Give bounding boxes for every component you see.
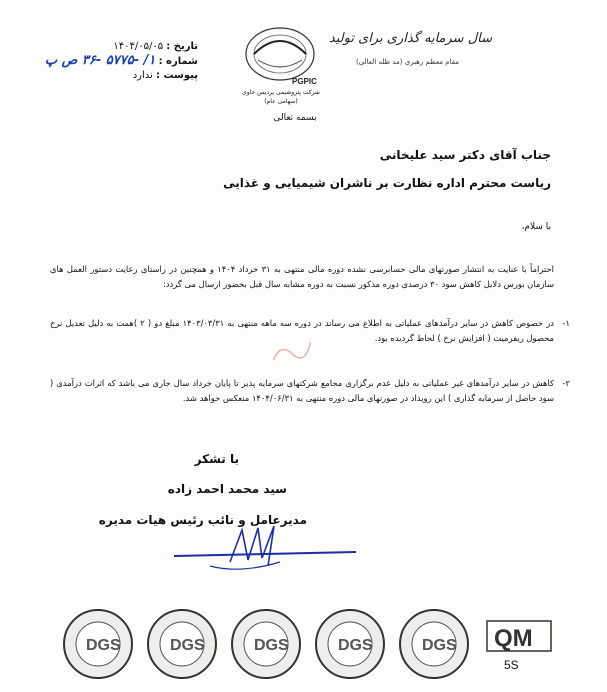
qm-label: QM	[494, 625, 533, 652]
number-label: شماره :	[158, 56, 198, 67]
cert-seal-1-icon	[64, 610, 132, 678]
signatory-title: مدیرعامل و نائب رئیس هیات مدیره	[98, 513, 307, 527]
greeting: با سلام،	[521, 222, 551, 232]
recipient-name: جناب آقای دکتر سید علیخانی	[379, 148, 551, 162]
svg-text:DGS: DGS	[422, 637, 457, 654]
attachment-row	[58, 69, 198, 83]
year-slogan: سال سرمایه گذاری برای تولید	[328, 31, 492, 46]
attachment-label: پیوست :	[155, 70, 198, 81]
signatory-name: سید محمد احمد زاده	[167, 482, 287, 496]
bismillah: بسمه تعالی	[273, 113, 317, 123]
list-item-2	[50, 376, 570, 406]
cert-seal-5-icon	[400, 610, 468, 678]
list-item-1-number: ۱-	[562, 318, 570, 328]
date-label: تاریخ :	[166, 41, 198, 52]
qm-logo-icon	[486, 620, 552, 660]
date-value: ۱۴۰۴/۰۵/۰۵	[113, 41, 164, 52]
number-row	[44, 53, 198, 69]
svg-text:DGS: DGS	[254, 637, 289, 654]
svg-text:DGS: DGS	[86, 637, 121, 654]
certificate-seals	[58, 602, 558, 682]
list-item-1-text: در خصوص کاهش در سایر درآمدهای عملیاتی به اطلاع می رساند در دوره سه ماهه منتهی به ۱۴۰۳/۰۳/۳۱ مبلغ دو ( ۲ )همت به دلیل تعدیل نرخ محصول ریفرمیت ( افزایش نرخ ) لحاظ گردیده بود.	[50, 318, 554, 343]
date-row	[58, 40, 198, 54]
attachment-value: ندارد	[132, 70, 153, 81]
cert-seal-3-icon	[232, 610, 300, 678]
cert-seal-4-icon	[316, 610, 384, 678]
company-subtitle: شرکت پتروشیمی پردیس حاوی (سهامی عام)	[242, 89, 320, 105]
logo-text: PGPIC	[292, 77, 317, 86]
handwritten-signature-icon	[170, 522, 360, 582]
svg-text:DGS: DGS	[170, 637, 205, 654]
body-paragraph: احتراماً با عنایت به انتشار صورتهای مالی حسابرسی نشده دوره مالی منتهی به ۳۱ خرداد ۱۴۰۴ و همچنین در راستای رعایت دستور العمل های سازمان بورس دلایل کاهش سود ۳۰ درصدی دوره مذکور نسبت به دوره مشابه سال قبل بحضور ارسال می گردد:	[50, 264, 554, 289]
company-logo-icon	[240, 24, 320, 88]
5s-label: 5S	[504, 658, 519, 672]
number-value: ۱/ -۵۷۷۵ -۳۶ ص پ	[44, 53, 156, 68]
letter-meta	[44, 40, 198, 83]
list-item-2-text: کاهش در سایر درآمدهای غیر عملیاتی به دلیل عدم برگزاری مجامع شرکتهای سرمایه پذیر تا پایان خرداد سال جاری می باشد که اثرات درآمدی ( سود حاصل از سرمایه گذاری ) این رویداد در صورتهای مالی دوره منتهی به ۱۴۰۴/۰۶/۳۱ منعکس خواهد شد.	[50, 378, 554, 403]
list-item-2-number: ۲-	[562, 378, 570, 388]
closing-thanks: با تشکر	[194, 452, 239, 466]
cert-seal-2-icon	[148, 610, 216, 678]
svg-text:DGS: DGS	[338, 637, 373, 654]
recipient-title: ریاست محترم اداره نظارت بر ناشران شیمیایی و غذایی	[223, 176, 551, 190]
slogan-attribution: مقام معظم رهبری (مد ظله العالی)	[355, 58, 459, 66]
